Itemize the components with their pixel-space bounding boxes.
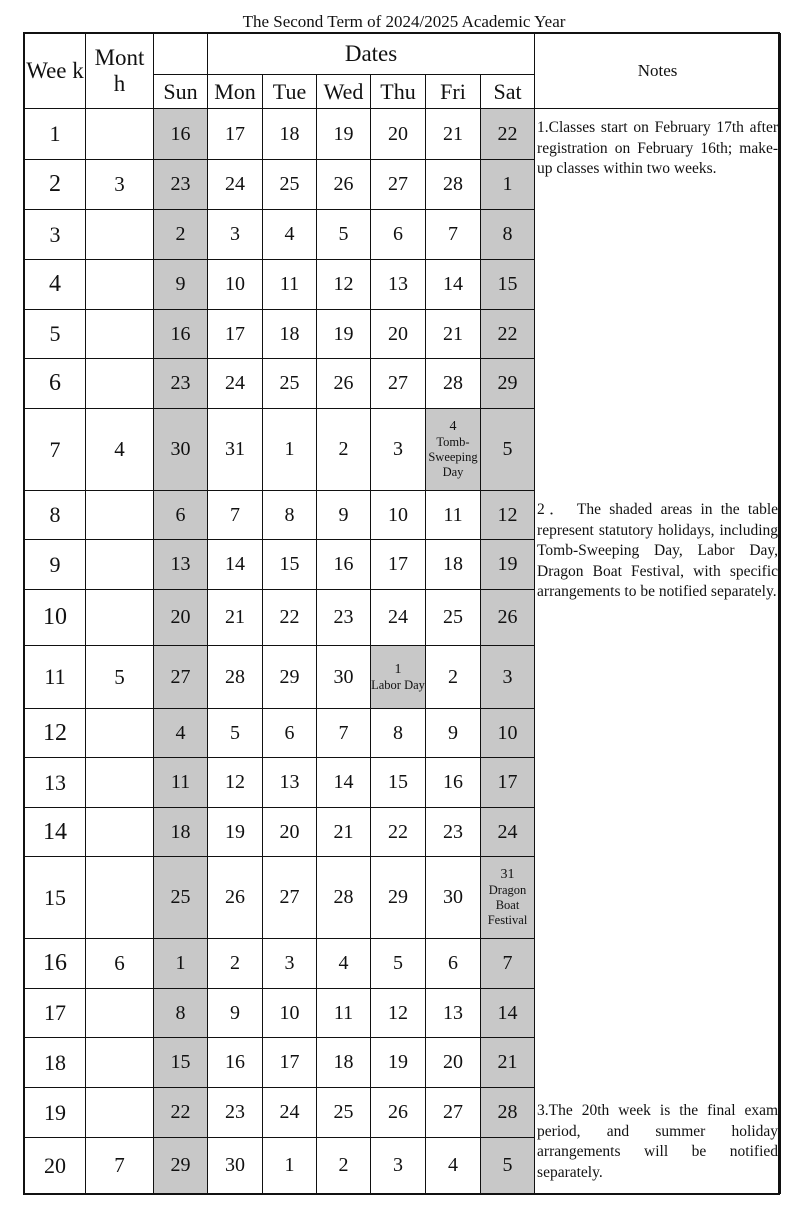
date-cell: 18: [317, 1038, 371, 1088]
date-cell: 25: [317, 1088, 371, 1138]
weekend-date-cell: 15: [481, 260, 535, 310]
weekend-date-cell: 23: [154, 359, 208, 409]
weekend-date-cell: 5: [481, 409, 535, 491]
month-cell: [86, 310, 154, 359]
date-cell: 13: [263, 758, 317, 808]
date-cell: 3: [371, 409, 426, 491]
weekend-date-cell: 4: [154, 709, 208, 758]
date-cell: 17: [208, 109, 263, 160]
week-cell: 2: [25, 160, 86, 210]
month-header: [86, 34, 154, 109]
date-cell: 28: [426, 359, 481, 409]
date-cell: 14: [208, 540, 263, 590]
date-cell: 25: [263, 359, 317, 409]
date-cell: 19: [317, 310, 371, 359]
date-cell: 11: [426, 491, 481, 540]
date-cell: 23: [426, 808, 481, 857]
weekend-date-cell: 9: [154, 260, 208, 310]
weekend-date-cell: 8: [481, 210, 535, 260]
day-header-tue: Tue: [263, 75, 317, 109]
week-cell: 8: [25, 491, 86, 540]
date-cell: 6: [263, 709, 317, 758]
date-cell: 6: [426, 939, 481, 989]
week-header: [25, 34, 86, 109]
date-cell: 2: [208, 939, 263, 989]
date-cell: 9: [426, 709, 481, 758]
day-header-fri: Fri: [426, 75, 481, 109]
holiday-date-number: 4: [449, 419, 457, 434]
holiday-date-cell: [371, 646, 426, 709]
date-cell: 24: [208, 359, 263, 409]
week-header-label: Wee k: [26, 58, 84, 83]
date-cell: 26: [371, 1088, 426, 1138]
date-cell: 22: [263, 590, 317, 646]
weekend-date-cell: 10: [481, 709, 535, 758]
date-cell: 14: [317, 758, 371, 808]
month-cell: [86, 590, 154, 646]
week-cell: 20: [25, 1138, 86, 1194]
month-cell: 3: [86, 160, 154, 210]
date-cell: 15: [263, 540, 317, 590]
weekend-date-cell: 23: [154, 160, 208, 210]
date-cell: 18: [263, 310, 317, 359]
date-cell: 28: [317, 857, 371, 939]
weekend-date-cell: 22: [154, 1088, 208, 1138]
weekend-date-cell: 8: [154, 989, 208, 1038]
day-header-mon: Mon: [208, 75, 263, 109]
month-cell: [86, 260, 154, 310]
date-cell: 24: [371, 590, 426, 646]
academic-calendar-table: [24, 33, 781, 1194]
month-cell: 4: [86, 409, 154, 491]
page-title: The Second Term of 2024/2025 Academic Year: [242, 12, 566, 31]
date-cell: 21: [208, 590, 263, 646]
date-cell: 27: [263, 857, 317, 939]
month-cell: 7: [86, 1138, 154, 1194]
holiday-label: Dragon Boat Festival: [487, 883, 528, 927]
weekend-date-cell: 15: [154, 1038, 208, 1088]
weekend-date-cell: 12: [481, 491, 535, 540]
weekend-date-cell: 14: [481, 989, 535, 1038]
weekend-date-cell: 29: [481, 359, 535, 409]
weekend-date-cell: 16: [154, 109, 208, 160]
date-cell: 25: [263, 160, 317, 210]
date-cell: 30: [426, 857, 481, 939]
date-cell: 12: [371, 989, 426, 1038]
weekend-date-cell: 26: [481, 590, 535, 646]
month-cell: [86, 491, 154, 540]
weekend-date-cell: 1: [154, 939, 208, 989]
date-cell: 19: [371, 1038, 426, 1088]
notes-header: Notes: [535, 34, 781, 109]
date-cell: 23: [208, 1088, 263, 1138]
date-cell: 5: [371, 939, 426, 989]
date-cell: 21: [317, 808, 371, 857]
note-3: 3.The 20th week is the final exam period, and summer holiday arrangements will be notified separately.: [537, 1102, 779, 1181]
date-cell: 12: [317, 260, 371, 310]
date-cell: 10: [371, 491, 426, 540]
month-cell: [86, 758, 154, 808]
week-cell: 19: [25, 1088, 86, 1138]
date-cell: 13: [371, 260, 426, 310]
date-cell: 18: [426, 540, 481, 590]
date-cell: 30: [208, 1138, 263, 1194]
date-cell: 7: [317, 709, 371, 758]
holiday-label: Labor Day: [371, 677, 425, 692]
date-cell: 19: [317, 109, 371, 160]
weekend-date-cell: 18: [154, 808, 208, 857]
month-cell: [86, 210, 154, 260]
date-cell: 8: [371, 709, 426, 758]
date-cell: 10: [263, 989, 317, 1038]
week-cell: 15: [25, 857, 86, 939]
month-cell: 5: [86, 646, 154, 709]
month-cell: [86, 1088, 154, 1138]
weekend-date-cell: 24: [481, 808, 535, 857]
date-cell: 5: [317, 210, 371, 260]
week-cell: 18: [25, 1038, 86, 1088]
weekend-date-cell: 30: [154, 409, 208, 491]
date-cell: 9: [317, 491, 371, 540]
weekend-date-cell: 17: [481, 758, 535, 808]
date-cell: 1: [263, 409, 317, 491]
week-cell: 11: [25, 646, 86, 709]
weekend-date-cell: 21: [481, 1038, 535, 1088]
date-cell: 25: [426, 590, 481, 646]
date-cell: 22: [371, 808, 426, 857]
month-cell: 6: [86, 939, 154, 989]
date-cell: 26: [317, 359, 371, 409]
date-cell: 18: [263, 109, 317, 160]
weekend-date-cell: 6: [154, 491, 208, 540]
month-cell: [86, 109, 154, 160]
weekend-date-cell: 25: [154, 857, 208, 939]
day-header-sun: Sun: [154, 75, 208, 109]
date-cell: 20: [263, 808, 317, 857]
week-cell: 6: [25, 359, 86, 409]
date-cell: 2: [317, 409, 371, 491]
date-cell: 26: [208, 857, 263, 939]
weekend-date-cell: 7: [481, 939, 535, 989]
date-cell: 1: [263, 1138, 317, 1194]
date-cell: 16: [208, 1038, 263, 1088]
holiday-date-cell: [481, 857, 535, 939]
weekend-date-cell: 5: [481, 1138, 535, 1194]
date-cell: 19: [208, 808, 263, 857]
month-cell: [86, 857, 154, 939]
week-cell: 7: [25, 409, 86, 491]
weekend-date-cell: 2: [154, 210, 208, 260]
date-cell: 29: [371, 857, 426, 939]
month-cell: [86, 1038, 154, 1088]
day-header-wed: Wed: [317, 75, 371, 109]
date-cell: 8: [263, 491, 317, 540]
date-cell: 10: [208, 260, 263, 310]
date-cell: 7: [208, 491, 263, 540]
month-cell: [86, 989, 154, 1038]
date-cell: 5: [208, 709, 263, 758]
date-cell: 30: [317, 646, 371, 709]
week-cell: 5: [25, 310, 86, 359]
date-cell: 14: [426, 260, 481, 310]
date-cell: 20: [426, 1038, 481, 1088]
date-cell: 21: [426, 109, 481, 160]
date-cell: 17: [263, 1038, 317, 1088]
note-2: 2． The shaded areas in the table represent statutory holidays, including Tomb-Sweeping Day, Labor Day, Dragon Boat Festival, with specific arrangements to be notified separately.: [537, 501, 779, 600]
week-cell: 14: [25, 808, 86, 857]
week-cell: 1: [25, 109, 86, 160]
weekend-date-cell: 27: [154, 646, 208, 709]
week-cell: 13: [25, 758, 86, 808]
date-cell: 24: [208, 160, 263, 210]
date-cell: 13: [426, 989, 481, 1038]
date-cell: 3: [263, 939, 317, 989]
notes-cell: [535, 109, 781, 1194]
note-1: 1.Classes start on February 17th after registration on February 16th; make-up classes within two weeks.: [537, 119, 779, 177]
date-cell: 17: [371, 540, 426, 590]
date-cell: 24: [263, 1088, 317, 1138]
day-header-sat: Sat: [481, 75, 535, 109]
weekend-date-cell: 20: [154, 590, 208, 646]
date-cell: 3: [371, 1138, 426, 1194]
weekend-date-cell: 28: [481, 1088, 535, 1138]
holiday-date-cell: [426, 409, 481, 491]
date-cell: 3: [208, 210, 263, 260]
weekend-date-cell: 11: [154, 758, 208, 808]
date-cell: 26: [317, 160, 371, 210]
date-cell: 15: [371, 758, 426, 808]
weekend-date-cell: 19: [481, 540, 535, 590]
holiday-date-number: 31: [500, 867, 515, 882]
date-cell: 20: [371, 109, 426, 160]
date-cell: 23: [317, 590, 371, 646]
table-row: [25, 109, 781, 160]
date-cell: 7: [426, 210, 481, 260]
weekend-date-cell: 3: [481, 646, 535, 709]
date-cell: 11: [263, 260, 317, 310]
week-cell: 4: [25, 260, 86, 310]
week-cell: 3: [25, 210, 86, 260]
date-cell: 9: [208, 989, 263, 1038]
weekend-date-cell: 13: [154, 540, 208, 590]
weekend-date-cell: 16: [154, 310, 208, 359]
date-cell: 28: [426, 160, 481, 210]
date-cell: 27: [371, 359, 426, 409]
holiday-label: Tomb-Sweeping Day: [428, 435, 478, 479]
weekend-date-cell: 22: [481, 109, 535, 160]
date-cell: 29: [263, 646, 317, 709]
day-header-thu: Thu: [371, 75, 426, 109]
date-cell: 21: [426, 310, 481, 359]
month-cell: [86, 808, 154, 857]
holiday-date-number: 1: [394, 661, 402, 677]
date-cell: 6: [371, 210, 426, 260]
date-cell: 17: [208, 310, 263, 359]
date-cell: 27: [371, 160, 426, 210]
date-cell: 27: [426, 1088, 481, 1138]
week-cell: 17: [25, 989, 86, 1038]
date-cell: 2: [317, 1138, 371, 1194]
month-cell: [86, 359, 154, 409]
month-cell: [86, 709, 154, 758]
date-cell: 2: [426, 646, 481, 709]
month-cell: [86, 540, 154, 590]
week-cell: 10: [25, 590, 86, 646]
weekend-date-cell: 1: [481, 160, 535, 210]
date-cell: 4: [426, 1138, 481, 1194]
date-cell: 11: [317, 989, 371, 1038]
week-cell: 12: [25, 709, 86, 758]
date-cell: 4: [263, 210, 317, 260]
date-cell: 16: [426, 758, 481, 808]
dates-header: Dates: [208, 34, 535, 75]
date-cell: 20: [371, 310, 426, 359]
weekend-date-cell: 29: [154, 1138, 208, 1194]
week-cell: 9: [25, 540, 86, 590]
date-cell: 28: [208, 646, 263, 709]
date-cell: 31: [208, 409, 263, 491]
week-cell: 16: [25, 939, 86, 989]
date-cell: 12: [208, 758, 263, 808]
month-header-label: Mont h: [94, 45, 145, 96]
weekend-date-cell: 22: [481, 310, 535, 359]
header-blank-cell: [154, 34, 208, 75]
date-cell: 4: [317, 939, 371, 989]
date-cell: 16: [317, 540, 371, 590]
